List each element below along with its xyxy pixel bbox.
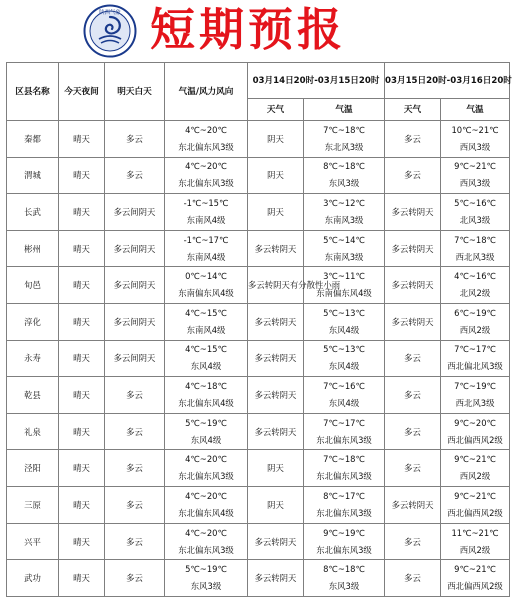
logo-text: 陕西气象 [98,10,122,16]
temperature-range: 7℃~18℃ [454,234,496,245]
period2-weather: 多云 [385,157,441,194]
tonight-weather: 晴天 [59,560,105,597]
wind-info: 东风3级 [190,581,222,592]
temperature-range: 4℃~20℃ [185,124,227,135]
today-temp-wind [165,157,248,194]
wind-info: 东北偏东风3级 [316,544,372,555]
temperature-range: 5℃~13℃ [323,307,365,318]
tomorrow-weather: 多云 [105,121,165,158]
header-tonight: 今天夜间 [59,63,105,121]
tonight-weather: 晴天 [59,157,105,194]
period1-weather: 阴天 [248,194,304,231]
today-temp-wind [165,304,248,341]
temperature-range: 7℃~18℃ [323,454,365,465]
header-p2-temperature: 气温 [441,99,510,121]
tonight-weather: 晴天 [59,230,105,267]
tomorrow-weather: 多云 [105,377,165,414]
temperature-range: 4℃~20℃ [185,527,227,538]
tomorrow-weather: 多云 [105,487,165,524]
wind-info: 东北偏东风3级 [316,471,372,482]
period1-weather: 多云转阴天 [248,377,304,414]
wind-info: 东北偏东风3级 [178,178,234,189]
page-title: 短期预报 [150,3,347,56]
wind-info: 西风2级 [459,471,491,482]
tomorrow-weather: 多云 [105,413,165,450]
temperature-range: 5℃~14℃ [323,234,365,245]
period1-weather: 多云转阴天 [248,304,304,341]
header-tomorrow-day: 明天白天 [105,63,165,121]
table-row [7,523,510,560]
wind-info: 东北偏东风3级 [178,471,234,482]
period1-weather: 多云转阴天 [248,340,304,377]
period1-temp-wind [304,377,385,414]
temperature-range: 4℃~20℃ [185,454,227,465]
period2-temp-wind [441,157,510,194]
period2-temp-wind [441,340,510,377]
period1-weather: 多云转阴天 [248,523,304,560]
table-row [7,121,510,158]
temperature-range: 7℃~18℃ [323,124,365,135]
period1-temp-wind [304,267,385,304]
wind-info: 西风3级 [459,141,491,152]
period1-temp-wind [304,340,385,377]
district-name: 秦都 [7,121,59,158]
district-name: 旬邑 [7,267,59,304]
period2-temp-wind [441,560,510,597]
wind-info: 西北偏西风2级 [447,507,503,518]
temperature-range: 5℃~16℃ [454,198,496,209]
table-row [7,560,510,597]
temperature-range: 9℃~21℃ [454,490,496,501]
table-row [7,194,510,231]
temperature-range: 9℃~21℃ [454,454,496,465]
wind-info: 西北风3级 [455,398,495,409]
period2-temp-wind [441,194,510,231]
district-name: 兴平 [7,523,59,560]
today-temp-wind [165,560,248,597]
tomorrow-weather: 多云 [105,560,165,597]
header-p1-weather: 天气 [248,99,304,121]
wind-info: 东风4级 [190,361,222,372]
temperature-range: 4℃~16℃ [454,271,496,282]
wind-info: 东南风4级 [186,251,226,262]
temperature-range: 9℃~20℃ [454,417,496,428]
temperature-range: 8℃~17℃ [323,490,365,501]
period2-weather: 多云转阴天 [385,194,441,231]
period2-temp-wind [441,450,510,487]
tomorrow-weather: 多云 [105,157,165,194]
period2-temp-wind [441,304,510,341]
period2-weather: 多云 [385,340,441,377]
wind-info: 东风3级 [328,178,360,189]
period1-weather: 多云转阴天有分散性小雨 [248,267,304,304]
period2-temp-wind [441,377,510,414]
wind-info: 东北偏东风3级 [178,544,234,555]
period1-temp-wind [304,413,385,450]
period1-temp-wind [304,523,385,560]
tonight-weather: 晴天 [59,450,105,487]
wind-info: 东南风4级 [186,215,226,226]
wind-info: 东北偏东风3级 [316,434,372,445]
header-p2-weather: 天气 [385,99,441,121]
header-period-1: 03月14日20时-03月15日20时 [248,63,385,99]
period2-weather: 多云 [385,523,441,560]
forecast-table [6,62,510,597]
wind-info: 东风4级 [328,324,360,335]
wind-info: 东南风3级 [324,251,364,262]
tonight-weather: 晴天 [59,340,105,377]
temperature-range: 9℃~21℃ [454,161,496,172]
period1-temp-wind [304,304,385,341]
period2-temp-wind [441,267,510,304]
header-p1-temperature: 气温 [304,99,385,121]
today-temp-wind [165,413,248,450]
table-row [7,413,510,450]
period2-weather: 多云转阴天 [385,487,441,524]
temperature-range: 0℃~14℃ [185,271,227,282]
table-row [7,377,510,414]
period2-weather: 多云 [385,450,441,487]
period1-temp-wind [304,560,385,597]
period1-temp-wind [304,487,385,524]
today-temp-wind [165,487,248,524]
today-temp-wind [165,450,248,487]
temperature-range: 7℃~16℃ [323,381,365,392]
tomorrow-weather: 多云间阴天 [105,304,165,341]
district-name: 武功 [7,560,59,597]
tomorrow-weather: 多云间阴天 [105,230,165,267]
wind-info: 东南偏东风4级 [178,288,234,299]
wind-info: 东北偏东风3级 [178,141,234,152]
table-row [7,487,510,524]
period1-weather: 阴天 [248,487,304,524]
district-name: 乾县 [7,377,59,414]
temperature-range: -1℃~15℃ [183,198,229,209]
temperature-range: 7℃~17℃ [323,417,365,428]
period2-weather: 多云转阴天 [385,304,441,341]
tonight-weather: 晴天 [59,304,105,341]
table-row [7,267,510,304]
period1-temp-wind [304,450,385,487]
period1-weather: 多云转阴天 [248,413,304,450]
temperature-range: 7℃~17℃ [454,344,496,355]
temperature-range: 3℃~12℃ [323,198,365,209]
header-district: 区县名称 [7,63,59,121]
period1-temp-wind [304,157,385,194]
period1-temp-wind [304,230,385,267]
temperature-range: 6℃~19℃ [454,307,496,318]
period1-weather: 多云转阴天 [248,230,304,267]
district-name: 永寿 [7,340,59,377]
district-name: 泾阳 [7,450,59,487]
today-temp-wind [165,194,248,231]
tonight-weather: 晴天 [59,487,105,524]
district-name: 三原 [7,487,59,524]
temperature-range: 4℃~20℃ [185,490,227,501]
district-name: 淳化 [7,304,59,341]
period2-weather: 多云 [385,560,441,597]
tonight-weather: 晴天 [59,194,105,231]
district-name: 渭城 [7,157,59,194]
wind-info: 北风2级 [459,288,491,299]
temperature-range: 4℃~20℃ [185,161,227,172]
tomorrow-weather: 多云间阴天 [105,340,165,377]
tomorrow-weather: 多云间阴天 [105,194,165,231]
wind-info: 东南偏东风4级 [316,288,372,299]
today-temp-wind [165,340,248,377]
period1-weather: 阴天 [248,121,304,158]
period2-weather: 多云 [385,377,441,414]
tomorrow-weather: 多云间阴天 [105,267,165,304]
wind-info: 东北偏东风3级 [316,507,372,518]
today-temp-wind [165,523,248,560]
temperature-range: 9℃~21℃ [454,564,496,575]
wind-info: 西北偏西风2级 [447,434,503,445]
tonight-weather: 晴天 [59,377,105,414]
wind-info: 东南风3级 [324,215,364,226]
tonight-weather: 晴天 [59,523,105,560]
tomorrow-weather: 多云 [105,450,165,487]
today-temp-wind [165,377,248,414]
temperature-range: 7℃~19℃ [454,381,496,392]
temperature-range: 9℃~19℃ [323,527,365,538]
wind-info: 北风3级 [459,215,491,226]
period2-weather: 多云 [385,121,441,158]
period2-temp-wind [441,523,510,560]
temperature-range: 8℃~18℃ [323,161,365,172]
meteorological-logo [83,4,137,58]
today-temp-wind [165,230,248,267]
wind-info: 东风4级 [190,434,222,445]
wind-info: 西风2级 [459,324,491,335]
period2-weather: 多云转阴天 [385,267,441,304]
table-row [7,450,510,487]
wind-info: 东南风4级 [186,324,226,335]
page-header [0,0,482,62]
period2-temp-wind [441,413,510,450]
table-row [7,304,510,341]
wind-info: 东北偏东风4级 [178,398,234,409]
period2-temp-wind [441,487,510,524]
period1-weather: 阴天 [248,157,304,194]
wind-info: 西风2级 [459,544,491,555]
today-temp-wind [165,121,248,158]
tonight-weather: 晴天 [59,267,105,304]
table-row [7,340,510,377]
period1-temp-wind [304,194,385,231]
forecast-rows [7,121,510,597]
period2-temp-wind [441,230,510,267]
period2-weather: 多云 [385,413,441,450]
table-row [7,230,510,267]
temperature-range: 5℃~19℃ [185,564,227,575]
district-name: 礼泉 [7,413,59,450]
period2-weather: 多云转阴天 [385,230,441,267]
wind-info: 东北风3级 [324,141,364,152]
period1-temp-wind [304,121,385,158]
wind-info: 东风3级 [328,581,360,592]
table-row [7,157,510,194]
wind-info: 东北偏东风4级 [178,507,234,518]
wind-info: 西北偏北风3级 [447,361,503,372]
temperature-range: 11℃~21℃ [451,527,499,538]
district-name: 彬州 [7,230,59,267]
temperature-range: 10℃~21℃ [451,124,499,135]
temperature-range: 8℃~18℃ [323,564,365,575]
tomorrow-weather: 多云 [105,523,165,560]
temperature-range: 4℃~18℃ [185,381,227,392]
tonight-weather: 晴天 [59,121,105,158]
temperature-range: 3℃~11℃ [323,271,365,282]
temperature-range: 4℃~15℃ [185,307,227,318]
temperature-range: 5℃~13℃ [323,344,365,355]
temperature-range: 5℃~19℃ [185,417,227,428]
today-temp-wind [165,267,248,304]
header-temp-wind: 气温/风力风向 [165,63,248,121]
wind-info: 东风4级 [328,398,360,409]
wind-info: 西风3级 [459,178,491,189]
wind-info: 西北偏西风2级 [447,581,503,592]
wind-info: 西北风3级 [455,251,495,262]
header-period-2: 03月15日20时-03月16日20时 [385,63,510,99]
district-name: 长武 [7,194,59,231]
period1-weather: 阴天 [248,450,304,487]
tonight-weather: 晴天 [59,413,105,450]
wind-info: 东风4级 [328,361,360,372]
period1-weather: 多云转阴天 [248,560,304,597]
temperature-range: -1℃~17℃ [183,234,229,245]
temperature-range: 4℃~15℃ [185,344,227,355]
period2-temp-wind [441,121,510,158]
